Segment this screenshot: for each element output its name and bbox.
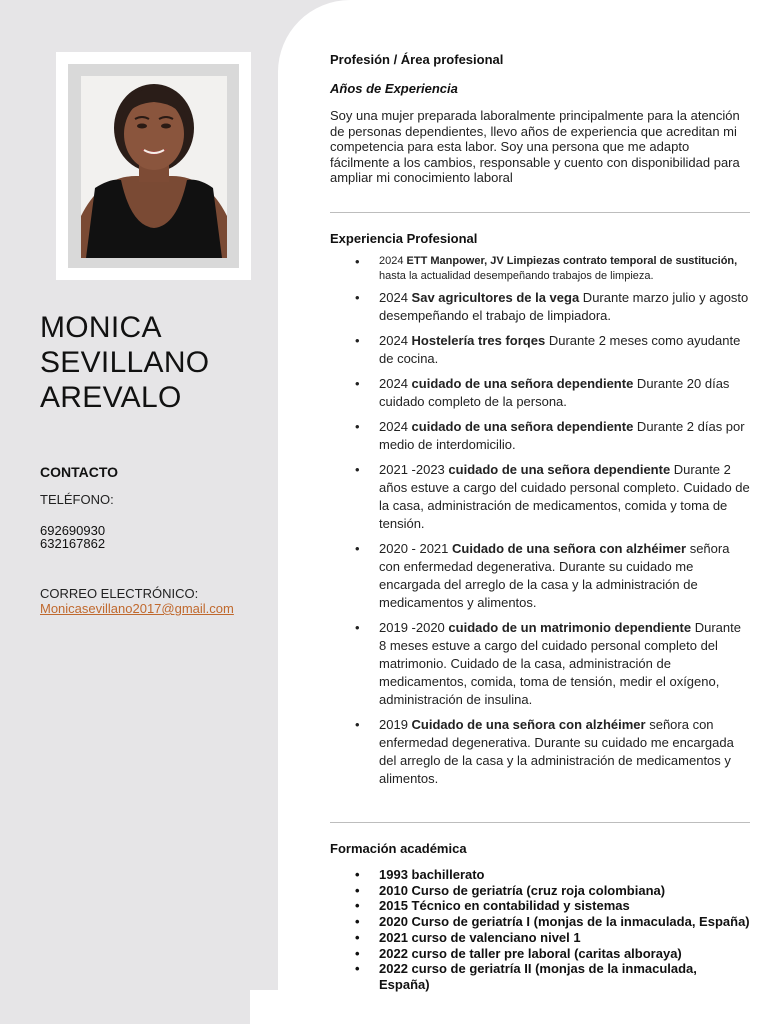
bullet-icon: • — [355, 882, 360, 898]
profession-heading: Profesión / Área profesional — [330, 52, 504, 67]
experience-title: Cuidado de una señora con alzhéimer — [452, 541, 687, 556]
years-experience-heading: Años de Experiencia — [330, 81, 458, 96]
experience-description: Durante 2 meses como ayudante de cocina. — [379, 333, 741, 366]
experience-date: 2024 — [379, 419, 412, 434]
experience-title: cuidado de una señora dependiente — [411, 376, 634, 391]
experience-item — [330, 375, 750, 411]
bullet-icon: • — [355, 867, 360, 882]
education-text: 2022 curso de taller pre laboral (caritas alboraya) — [379, 945, 682, 961]
panel-corner — [250, 990, 278, 1024]
experience-description: Durante marzo julio y agosto desempeñando el trabajo de limpiadora. — [379, 290, 749, 323]
bullet-icon: • — [355, 376, 360, 391]
experience-description: señora con enfermedad degenerativa. Durante su cuidado me encargada del arreglo de la casa y la administración de medicamentos y alimentos. — [379, 717, 734, 786]
education-item — [330, 961, 750, 992]
name-line-1: MONICA — [40, 311, 162, 344]
education-text: 2010 Curso de geriatría (cruz roja colombiana) — [379, 882, 666, 898]
experience-title: Sav agricultores de la vega — [411, 290, 580, 305]
experience-title: cuidado de una señora dependiente — [411, 419, 634, 434]
education-item — [330, 914, 750, 930]
education-text: 2020 Curso de geriatría I (monjas de la inmaculada, España) — [379, 914, 750, 930]
experience-description: Durante 8 meses estuve a cargo del cuidado personal completo del matrimonio. Cuidado de la casa, administración de medicamentos, comida, toma de tensión, medir el oxígeno, administración de insulina. — [379, 620, 741, 707]
experience-list — [330, 254, 750, 795]
education-item — [330, 883, 750, 899]
education-item — [330, 946, 750, 962]
experience-item — [330, 418, 750, 454]
email-label: CORREO ELECTRÓNICO: — [40, 586, 199, 601]
email-link[interactable]: Monicasevillano2017@gmail.com — [40, 601, 234, 616]
experience-date: 2024 — [379, 333, 412, 348]
education-item — [330, 930, 750, 946]
candidate-name — [40, 310, 209, 415]
name-line-3: AREVALO — [40, 381, 182, 414]
education-item — [330, 898, 750, 914]
experience-title: ETT Manpower, JV Limpiezas contrato temporal de sustitución, — [406, 255, 738, 267]
education-heading: Formación académica — [330, 841, 467, 856]
education-text: 2021 curso de valenciano nivel 1 — [379, 929, 581, 945]
experience-description: hasta la actualidad desempeñando trabajos de limpieza. — [379, 270, 654, 282]
experience-description: Durante 20 días cuidado completo de la persona. — [379, 376, 730, 409]
name-line-2: SEVILLANO — [40, 346, 210, 379]
section-divider — [330, 822, 750, 823]
experience-item — [330, 289, 750, 325]
bullet-icon: • — [355, 419, 360, 434]
bullet-icon: • — [355, 541, 360, 556]
experience-description: señora con enfermedad degenerativa. Durante su cuidado me encargada del arreglo de la casa y la administración de medicamentos y alimentos. — [379, 541, 730, 610]
experience-item — [330, 254, 750, 284]
profile-photo-frame — [56, 52, 251, 280]
bullet-icon: • — [355, 929, 360, 945]
experience-description: Durante 2 años estuve a cargo del cuidado personal completo. Cuidado de la casa, administración de medicamentos, comida y toma de tensión. — [379, 462, 750, 531]
experience-item — [330, 540, 750, 612]
experience-title: Cuidado de una señora con alzhéimer — [411, 717, 646, 732]
bullet-icon: • — [355, 945, 360, 961]
bullet-icon: • — [355, 717, 360, 732]
experience-date: 2020 - 2021 — [379, 541, 453, 556]
experience-title: cuidado de un matrimonio dependiente — [448, 620, 692, 635]
education-list — [330, 867, 750, 993]
experience-heading: Experiencia Profesional — [330, 231, 478, 246]
profile-photo-border — [68, 64, 239, 268]
experience-date: 2019 — [379, 717, 412, 732]
bullet-icon: • — [355, 914, 360, 930]
bullet-icon: • — [355, 254, 360, 269]
experience-item — [330, 619, 750, 709]
experience-item — [330, 716, 750, 788]
bullet-icon: • — [355, 333, 360, 348]
bullet-icon: • — [355, 462, 360, 477]
contact-heading: CONTACTO — [40, 464, 119, 480]
bullet-icon: • — [355, 620, 360, 635]
section-divider — [330, 212, 750, 213]
bullet-icon: • — [355, 898, 360, 914]
experience-date: 2024 — [379, 290, 412, 305]
bullet-icon: • — [355, 961, 360, 977]
education-text: 1993 bachillerato — [379, 867, 485, 882]
education-text: 2015 Técnico en contabilidad y sistemas — [379, 898, 630, 914]
experience-date: 2019 -2020 — [379, 620, 449, 635]
bullet-icon: • — [355, 290, 360, 305]
phone-number-1: 692690930 — [40, 523, 106, 538]
profile-summary: Soy una mujer preparada laboralmente principalmente para la atención de personas dependientes, llevo años de experiencia que acreditan mi competencia para esta labor. Soy una persona que me adapto fácilmente a los cambios, responsable y cuento con disponibilidad para ampliar mi conocimiento laboral — [330, 108, 740, 185]
profile-photo — [81, 76, 227, 258]
phone-label: TELÉFONO: — [40, 492, 114, 507]
education-text: 2022 curso de geriatría II (monjas de la inmaculada, España) — [379, 961, 697, 992]
experience-item — [330, 461, 750, 533]
phone-number-2: 632167862 — [40, 536, 106, 551]
education-item — [330, 867, 750, 883]
experience-date: 2024 — [379, 255, 407, 267]
experience-item — [330, 332, 750, 368]
experience-date: 2021 -2023 — [379, 462, 449, 477]
experience-title: cuidado de una señora dependiente — [448, 462, 671, 477]
experience-date: 2024 — [379, 376, 412, 391]
experience-title: Hostelería tres forqes — [411, 333, 546, 348]
experience-description: Durante 2 días por medio de interdomicilio. — [379, 419, 745, 452]
